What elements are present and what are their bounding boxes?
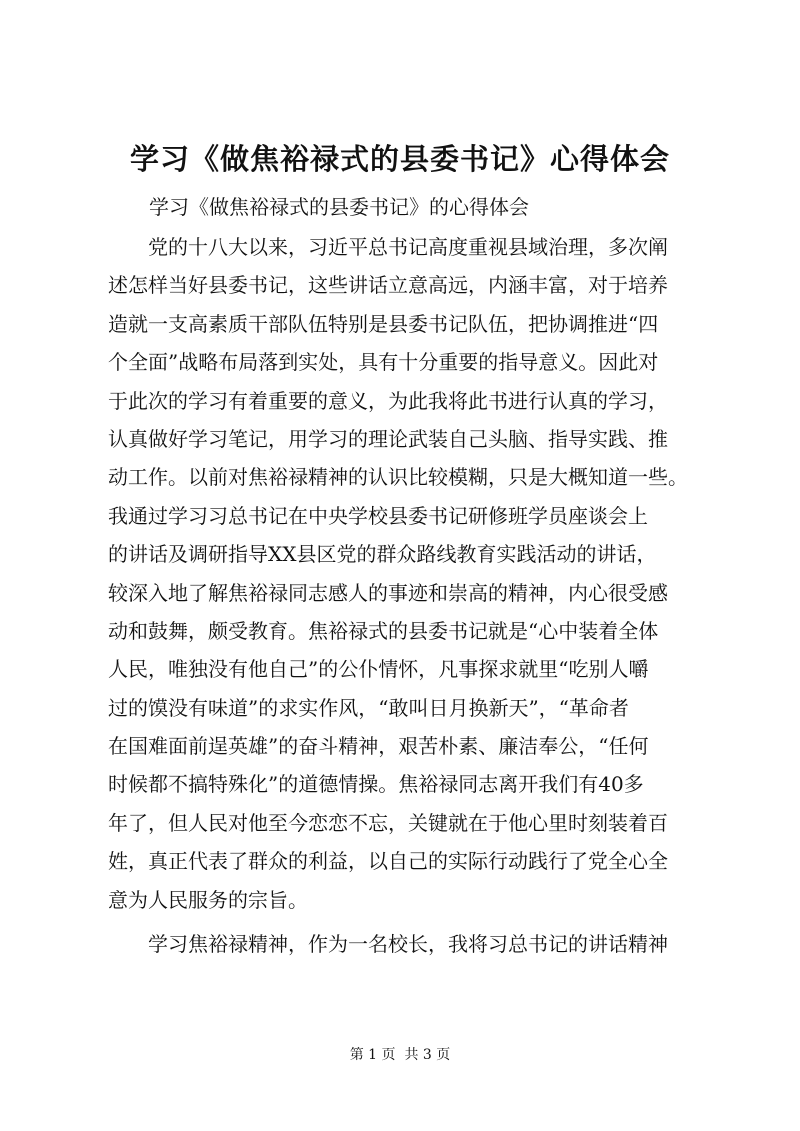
paragraph-line: 动和鼓舞，颇受教育。焦裕禄式的县委书记就是“心中装着全体	[108, 618, 659, 643]
paragraph-line: 在国难面前逞英雄”的奋斗精神，艰苦朴素、廉洁奉公，“任何	[108, 734, 649, 759]
paragraph-line: 学习焦裕禄精神，作为一名校长，我将习总书记的讲话精神	[148, 932, 668, 957]
paragraph-line: 较深入地了解焦裕禄同志感人的事迹和崇高的精神，内心很受感	[108, 580, 668, 605]
document-body	[108, 228, 700, 963]
page-number-footer: 第 1 页 共 3 页	[349, 1047, 451, 1063]
paragraph-line: 时候都不搞特殊化”的道德情操。焦裕禄同志离开我们有40多	[108, 772, 644, 797]
paragraph-line: 动工作。以前对焦裕禄精神的认识比较模糊，只是大概知道一些。	[108, 465, 688, 490]
paragraph-line: 年了，但人民对他至今恋恋不忘，关键就在于他心里时刻装着百	[108, 810, 668, 835]
paragraph-line: 的讲话及调研指导XX县区党的群众路线教育实践活动的讲话，	[108, 542, 657, 567]
paragraph-line: 我通过学习习总书记在中央学校县委书记研修班学员座谈会上	[108, 503, 648, 528]
paragraph-line: 党的十八大以来，习近平总书记高度重视县域治理，多次阐	[148, 235, 668, 259]
paragraph-line: 姓，真正代表了群众的利益，以自己的实际行动践行了党全心全	[108, 849, 668, 874]
paragraph-line: 认真做好学习笔记，用学习的理论武装自己头脑、指导实践、推	[108, 426, 668, 451]
paragraph-line: 过的馍没有味道”的求实作风，“敢叫日月换新天”，“革命者	[108, 695, 629, 720]
document-title: 学习《做焦裕禄式的县委书记》心得体会	[129, 142, 670, 176]
document-subtitle: 学习《做焦裕禄式的县委书记》的心得体会	[149, 195, 529, 219]
paragraph-line: 造就一支高素质干部队伍特别是县委书记队伍，把协调推进“四	[108, 311, 659, 336]
paragraph-line: 述怎样当好县委书记，这些讲话立意高远，内涵丰富，对于培养	[108, 273, 668, 298]
paragraph-line: 于此次的学习有着重要的意义，为此我将此书进行认真的学习，	[108, 388, 668, 413]
paragraph-line: 人民，唯独没有他自己”的公仆情怀，凡事探求就里“吃别人嚼	[108, 657, 649, 682]
paragraph-line: 意为人民服务的宗旨。	[108, 887, 308, 912]
paragraph-line: 个全面”战略布局落到实处，具有十分重要的指导意义。因此对	[108, 350, 659, 375]
